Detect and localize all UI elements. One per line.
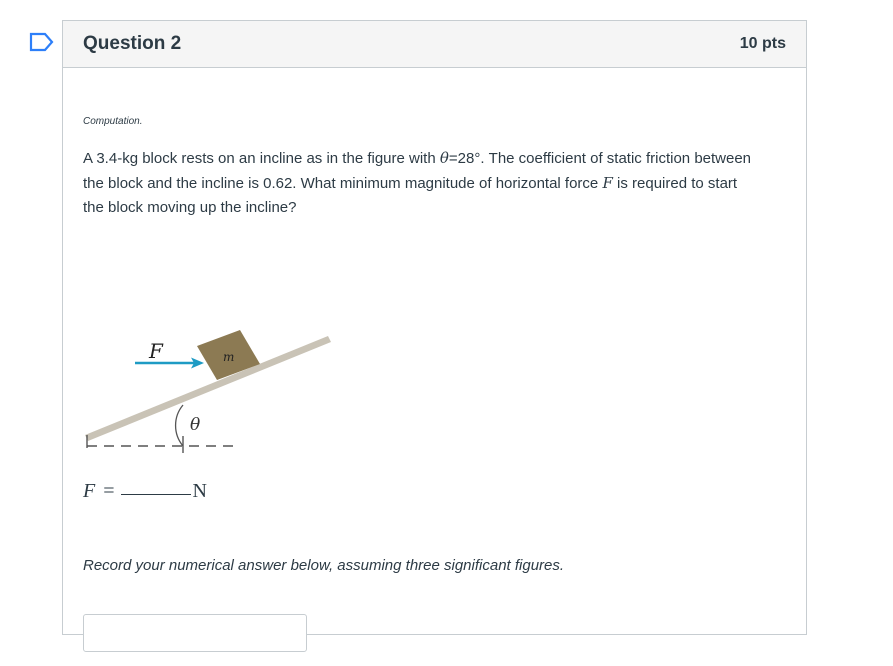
answer-unit: N: [192, 480, 207, 502]
question-category: Computation.: [83, 116, 143, 127]
answer-input[interactable]: [83, 614, 307, 652]
force-symbol: F: [602, 174, 613, 192]
question-points: 10 pts: [739, 35, 786, 52]
problem-text-part3: is required to start the block moving up the incline?: [83, 175, 738, 216]
answer-equals: =: [103, 480, 115, 502]
angle-arc: [176, 405, 183, 446]
question-title: Question 2: [83, 33, 182, 54]
mass-label: m: [223, 350, 235, 364]
answer-lhs: F: [83, 480, 96, 502]
flag-question-icon[interactable]: [28, 31, 56, 53]
answer-instruction: Record your numerical answer below, assuming three significant figures.: [83, 557, 565, 574]
problem-text-part2: =28°. The coefficient of static friction between the block and the incline is 0.62. What minimum magnitude of horizontal force: [83, 150, 752, 192]
question-card: [62, 20, 807, 635]
answer-blank: [121, 493, 191, 495]
question-header: [63, 21, 806, 68]
answer-equation: [83, 480, 207, 503]
force-label: F: [149, 339, 163, 363]
problem-text-part1: A 3.4-kg block rests on an incline as in the figure with: [83, 150, 440, 167]
incline-figure: [83, 318, 343, 458]
theta-symbol: θ: [439, 149, 449, 167]
angle-label: θ: [190, 415, 201, 435]
problem-text: [83, 146, 753, 220]
